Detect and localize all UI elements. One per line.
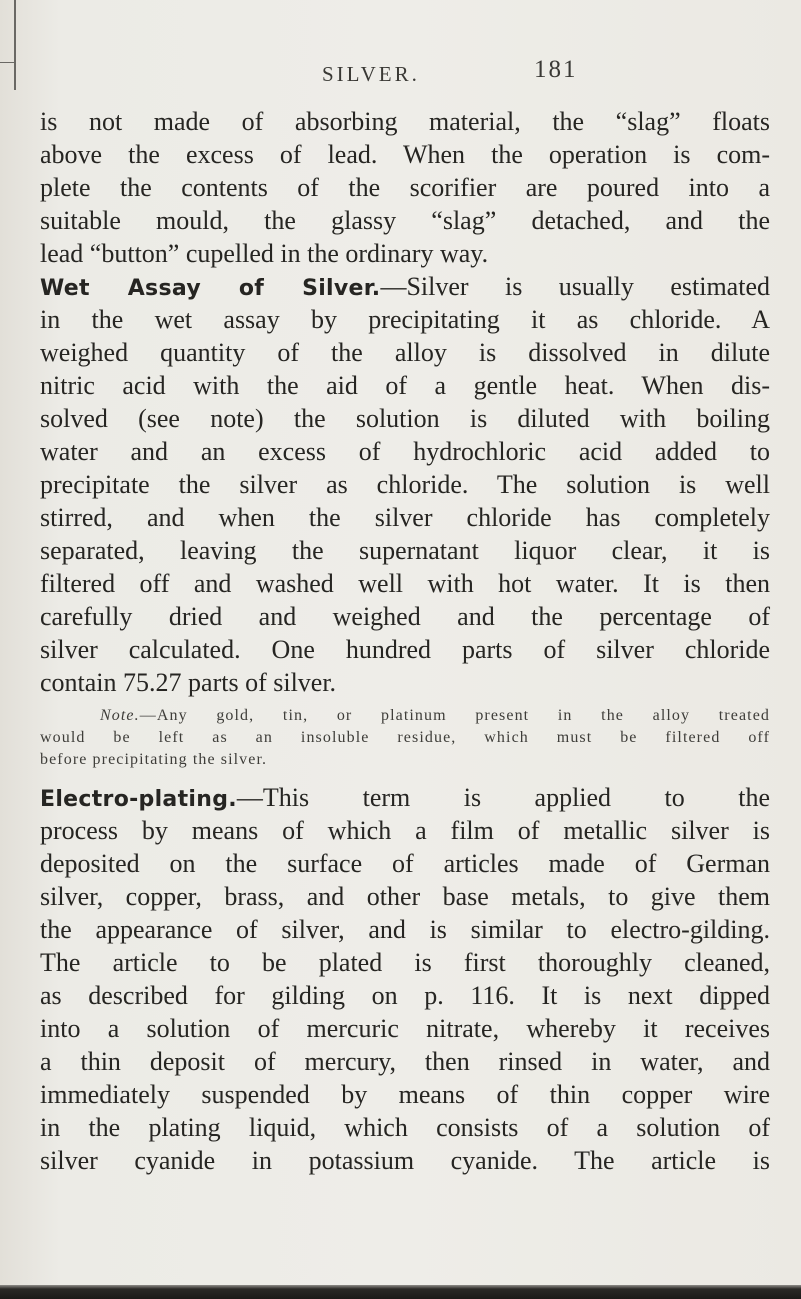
paragraph-wet-assay bbox=[40, 270, 770, 699]
text-line: contain 75.27 parts of silver. bbox=[40, 668, 337, 697]
paragraph-electro-plating bbox=[40, 781, 770, 1177]
page-body bbox=[40, 105, 770, 1177]
text-line: the appearance of silver, and is similar to electro-gilding. bbox=[40, 915, 770, 944]
text-line: in the plating liquid, which consists of a solution of bbox=[40, 1113, 770, 1142]
text-line: silver, copper, brass, and other base metals, to give them bbox=[40, 882, 770, 911]
footnote-label: Note. bbox=[100, 707, 140, 724]
binding-edge-tick bbox=[0, 62, 16, 63]
text-line: silver cyanide in potassium cyanide. The article is bbox=[40, 1146, 770, 1175]
footnote-line: would be left as an insoluble residue, which must be filtered off bbox=[40, 729, 770, 746]
footnote-line: before precipitating the silver. bbox=[40, 751, 268, 768]
text-line: nitric acid with the aid of a gentle heat. When dis- bbox=[40, 371, 770, 400]
running-title: SILVER. bbox=[322, 62, 420, 86]
text-line: filtered off and washed well with hot water. It is then bbox=[40, 569, 770, 598]
text-line: stirred, and when the silver chloride has completely bbox=[40, 503, 770, 532]
binding-edge-line bbox=[0, 0, 16, 90]
text-line: as described for gilding on p. 116. It is next dipped bbox=[40, 981, 770, 1010]
text-line: weighed quantity of the alloy is dissolved in dilute bbox=[40, 338, 770, 367]
text-line: precipitate the silver as chloride. The solution is well bbox=[40, 470, 770, 499]
text-line: above the excess of lead. When the operation is com- bbox=[40, 140, 770, 169]
text-line: in the wet assay by precipitating it as chloride. A bbox=[40, 305, 770, 334]
text-line: silver calculated. One hundred parts of silver chloride bbox=[40, 635, 770, 664]
text-run: —Any gold, tin, or platinum present in the alloy treated bbox=[139, 707, 770, 724]
text-line: lead “button” cupelled in the ordinary way. bbox=[40, 239, 489, 268]
section-gap bbox=[40, 771, 770, 781]
footnote-first-line bbox=[40, 705, 770, 727]
text-line: solved (see note) the solution is diluted with boiling bbox=[40, 404, 770, 433]
section-first-line bbox=[40, 270, 770, 303]
page-number: 181 bbox=[534, 56, 578, 83]
text-run: —Silver is usually estimated bbox=[380, 272, 770, 301]
paragraph-intro bbox=[40, 105, 770, 270]
text-line: suitable mould, the glassy “slag” detached, and the bbox=[40, 206, 770, 235]
section-first-line bbox=[40, 781, 770, 814]
text-line: water and an excess of hydrochloric acid added to bbox=[40, 437, 770, 466]
text-line: a thin deposit of mercury, then rinsed in water, and bbox=[40, 1047, 770, 1076]
text-line: carefully dried and weighed and the percentage of bbox=[40, 602, 770, 631]
text-line: is not made of absorbing material, the “slag” floats bbox=[40, 107, 770, 136]
text-line: The article to be plated is first thoroughly cleaned, bbox=[40, 948, 770, 977]
text-line: into a solution of mercuric nitrate, whereby it receives bbox=[40, 1014, 770, 1043]
text-run: —This term is applied to the bbox=[236, 783, 770, 812]
text-line: deposited on the surface of articles made of German bbox=[40, 849, 770, 878]
footnote bbox=[40, 705, 770, 771]
text-line: process by means of which a film of metallic silver is bbox=[40, 816, 770, 845]
text-line: separated, leaving the supernatant liquor clear, it is bbox=[40, 536, 770, 565]
text-line: immediately suspended by means of thin copper wire bbox=[40, 1080, 770, 1109]
scan-bottom-edge bbox=[0, 1285, 801, 1299]
section-heading-electro-plating: Electro-plating. bbox=[40, 787, 237, 812]
text-line: plete the contents of the scorifier are poured into a bbox=[40, 173, 770, 202]
section-heading-wet-assay: Wet Assay of Silver. bbox=[40, 276, 381, 301]
